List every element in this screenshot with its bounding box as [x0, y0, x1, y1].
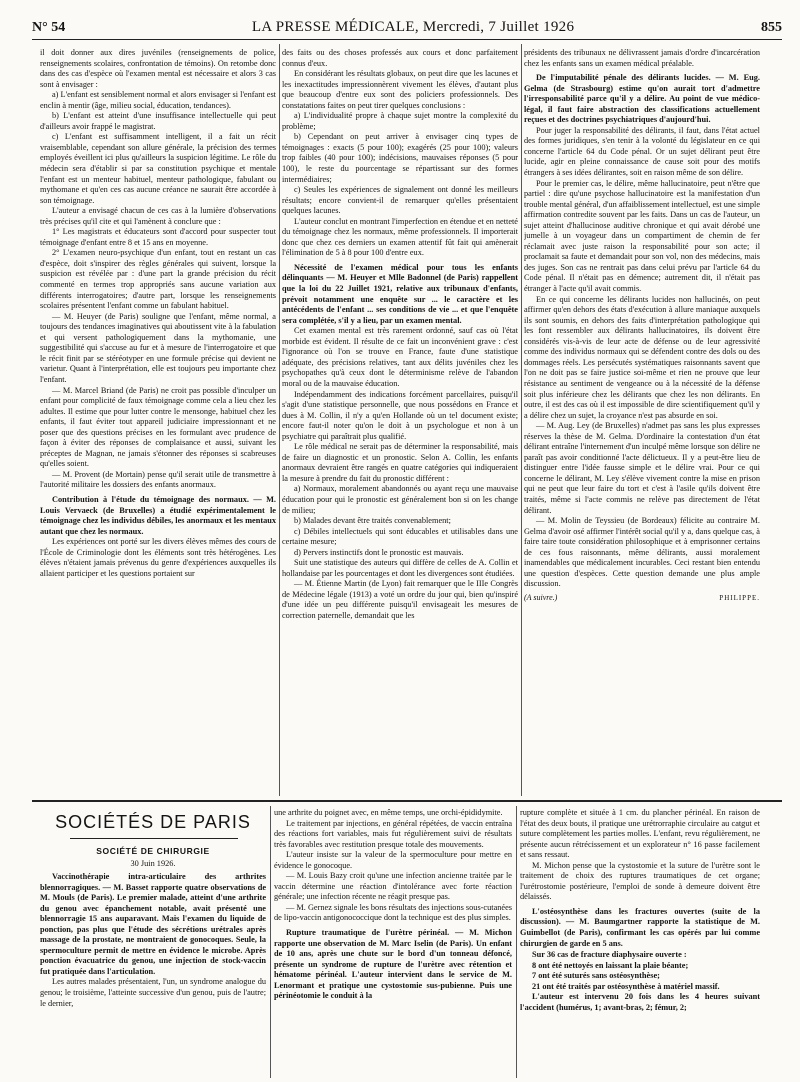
paragraph: il doit donner aux dires juvéniles (renseignements de police, renseignements scolaires, confrontation de témoins). On retombe donc dans des cas d'espèce où l'examen mental est nécessaire et alors 3 cas sont à envisager :: [40, 48, 276, 89]
paragraph: Le rôle médical ne serait pas de déterminer la responsabilité, mais de faire un diagnostic et un pronostic. Selon A. Collin, les enfants anormaux devraient être rangés en quatre catégories qui indiqueraient la mesure à prendre du fait du pronostic différent :: [282, 442, 518, 483]
section-heading: Nécessité de l'examen médical pour tous les enfants délinquants — M. Heuyer et Mlle Badonnel (de Paris) rappellent que la loi du 22 Juillet 1921, relative aux tribunaux d'enfants, prévoit notamment une enquête sur ... le caractère et les antécédents de l'enfant ... ses conditions de vie ... et que l'enquête sera complétée, s'il y a lieu, par un examen mental.: [282, 262, 518, 325]
paragraph: a) Normaux, moralement abandonnés ou ayant reçu une mauvaise éducation pour qui le pronostic est généralement bon si on les change de milieu;: [282, 484, 518, 515]
section-heading: Rupture traumatique de l'urètre périnéal. — M. Michon rapporte une observation de M. Marc Iselin (de Paris). Un enfant de 10 ans, après une chute sur le bord d'un tonneau défoncé, présente un syndrome de rupture de l'urètre avec rétention et hématome périnéal. L'auteur intervient dans le service de M. Lenormant et pratique une cystostomie sus-pubienne. Puis une périnéotomie le conduit à la: [274, 928, 512, 1001]
paragraph: b) Cependant on peut arriver à envisager cinq types de témoignages : exacts (5 pour 100); exagérés (25 pour 100); valeurs trop faibles (40 pour 100); indécisions, mauvaises réponses (5 pour 100), le reste du pourcentage se répartissant sur des formes intermédiaires;: [282, 132, 518, 184]
column-3: [524, 48, 760, 793]
paragraph: c) Débiles intellectuels qui sont éducables et utilisables dans une certaine mesure;: [282, 526, 518, 547]
bottom-column-3: [520, 808, 760, 1078]
column-divider: [516, 806, 517, 1078]
bottom-column-2: [274, 808, 512, 1078]
paragraph: — M. Étienne Martin (de Lyon) fait remarquer que le IIIe Congrès de Médecine légale (1913) a voté un ordre du jour qui, bien qu'inspiré d'une idée un peu différente puisqu'il envisageait les mesures de correction paternelle, demandait que les: [282, 579, 518, 620]
paragraph: — M. Gernez signale les bons résultats des injections sous-cutanées de lipo-vaccin antigonococcique dont la technique est des plus simples.: [274, 902, 512, 923]
paragraph: rupture complète et située à 1 cm. du plancher périnéal. En raison de l'état des deux bouts, il pratique une urétrorraphie circulaire au catgut et suture complètement les parties molles. L'enfant, revu régulièrement, ne présente aucun rétrécissement et un explorateur n° 16 passe facilement et sans ressaut.: [520, 808, 760, 860]
paragraph: Suit une statistique des auteurs qui diffère de celles de A. Collin et hollandaise par les pourcentages et dont les divergences sont étudiées.: [282, 558, 518, 578]
column-2: [282, 48, 518, 793]
to-follow-note: (A suivre.): [524, 592, 558, 602]
stat-line: 8 ont été nettoyés en laissant la plaie béante;: [532, 960, 689, 970]
paragraph: a) L'enfant est sensiblement normal et alors envisager si l'enfant est enclin à mentir (âge, milieu social, éducation, tendances).: [40, 90, 276, 110]
bottom-column-1: [40, 872, 266, 1077]
paragraph: d) Pervers instinctifs dont le pronostic est mauvais.: [294, 547, 464, 557]
society-name: SOCIÉTÉ DE CHIRURGIE: [96, 846, 210, 856]
paragraph: b) L'enfant est atteint d'une insuffisance intellectuelle qui peut d'ailleurs avoir frappé le magistrat.: [40, 111, 276, 131]
paragraph: — M. Aug. Ley (de Bruxelles) n'admet pas sans les plus expresses réserves la thèse de M. Gelma. D'ordinaire la contestation d'un état délirant entraîne l'internement d'un inculpé même lorsque son délire ne paraît pas avoir conditionné l'acte délictueux. Il y a peut-être lieu de distinguer entre l'idée fausse simple et le délire vrai. Pour ce qui concerne le délirant, M. Ley s'élève vivement contre la mise en prison qui ne peut que leur faire du tort et c'est à l'asile qu'ils doivent être traités, même si l'acte commis ne relève pas directement de l'état délirant.: [524, 421, 760, 515]
page-number: 855: [760, 20, 782, 35]
author-signature: PHILIPPE.: [719, 593, 760, 602]
stat-line: 7 ont été suturés sans ostéosynthèse;: [532, 971, 660, 981]
paragraph: M. Michon pense que la cystostomie et la suture de l'urètre sont le traitement de choix des ruptures traumatiques de cet organe; l'urétrostomie postérieure, l'emploi de sonde à demeure doivent être délaissés.: [520, 860, 760, 902]
paragraph: — M. Louis Bazy croit qu'une une infection ancienne traitée par le vaccin détermine une réaction d'intolérance avec forte réaction générale; une infection récente ne réagit presque pas.: [274, 871, 512, 902]
meeting-date: 30 Juin 1926.: [130, 859, 176, 868]
paragraph: Les expériences ont porté sur les divers élèves mêmes des cours de l'École de Criminologie dont les éléments sont très hétérogènes. Les élèves n'étaient jamais prévenus du genre d'expériences auxquelles ils allaient participer et les questions portaient sur: [40, 537, 276, 578]
paragraph: Indépendamment des indications forcément parcellaires, puisqu'il s'agit d'une statistique personnelle, que nous possédons en France et dues à M. Collin, il n'y a qu'en Hollande où un tel document existe; encore faut-il noter qu'on le doit à un psychologue et non à un psychiatre qui paraîtrait plus qualifié.: [282, 389, 518, 441]
paragraph: 1° Les magistrats et éducateurs sont d'accord pour suspecter tout témoignage d'enfant entre 8 et 15 ans en moyenne.: [40, 227, 276, 247]
section-rule: [32, 800, 782, 802]
section-heading: Contribution à l'étude du témoignage des normaux. — M. Louis Vervaeck (de Bruxelles) a étudié expérimentalement le témoignage chez les individus débiles, les anormaux et les mentaux autant que chez les normaux.: [40, 494, 276, 536]
paragraph: — M. Heuyer (de Paris) souligne que l'enfant, même normal, a toujours des tendances imaginatives qui aboutissent vite à la fabulation et qui versent pathologiquement dans la mythomanie, une suggestibilité qui s'accuse au fur et à mesure de l'interrogatoire et que le récit finit par se stéréotyper en une formule précise qui devient ne varietur. Quant à l'interprétation, elle est toujours peu importante chez l'enfant.: [40, 311, 276, 384]
article-end: [524, 593, 760, 604]
stat-line: 21 ont été traités par ostéosynthèse à matériel massif.: [532, 981, 720, 991]
paragraph: — M. Molin de Teyssieu (de Bordeaux) félicite au contraire M. Gelma d'avoir osé affirmer l'intérêt social qu'il y a, dans quelque cas, à faire taire toute considération philosophique et à emprisonner certains de ces fous raisonnants, même délirants, aussi moralement inamendables que médicalement incurables. Ceci restant bien entendu une question d'espèces. Cette question demande une plus ample discussion.: [524, 516, 760, 589]
paragraph: L'auteur conclut en montrant l'imperfection en étendue et en netteté du témoignage chez les normaux, même professionnels. Il importerait donc que chez ces derniers un examen attentif fût fait qui amènerait l'élimination de 5 à 8 pour 100 d'entre eux.: [282, 216, 518, 258]
title-underline: [70, 838, 238, 839]
paragraph: L'auteur insiste sur la valeur de la spermoculture pour mettre en évidence le gonocoque.: [274, 850, 512, 870]
paragraph: En ce qui concerne les délirants lucides non hallucinés, on peut affirmer qu'en dehors des états d'exécution à allure maniaque auxquels ils sont soumis, en dehors des faits d'interprétation pathologique qui les font ressembler aux délirants hallucinatoires, ils doivent être considérés vis-à-vis de leur acte de défense ou de leur agressivité comme des individus normaux qui se défendent contre des dols ou des dommages réels. Les persécutés systématiques raisonnants savent que l'on ne doit pas se faire justice soi-même et rien ne prouve que leur résistance au sentiment de vengeance ou à la nécessité de la défense soit plus inférieure chez les délirants que chez les non délirants. En outre, il est des cas où il est impossible de dire scientifiquement qu'il y a délire chez un sujet, la croyance n'est pas absurde en soi.: [524, 294, 760, 420]
paragraph: — M. Provent (de Mortain) pense qu'il serait utile de transmettre à l'autorité militaire les dossiers des enfants anormaux.: [40, 469, 276, 490]
paragraph: Pour le premier cas, le délire, même hallucinatoire, peut n'être que partiel : dire qu'une psychose hallucinatoire est la manifestation d'un trouble mental général, d'un affaiblissement intellectuel, est une simple affirmation contredite souvent par les faits. Dans un cas de l'auteur, un sujet atteint d'hallucinose auditive chronique et qui avait dérobé une jumelle à un voyageur dans un compartiment de chemin de fer réclamait avec juste raison la responsabilité pour son acte; il proclamait sa faute et demandait pour son vol, non des médecins, mais des juges. Son cas ne rentrait pas dans celui prévu par l'article 64 du Code pénal. Il n'était pas en démence; autrement dit, il n'était pas étranger à l'acte qu'il avait commis.: [524, 178, 760, 294]
column-1: [40, 48, 276, 793]
section-heading: Vaccinothérapie intra-articulaire des arthrites blennorragiques. — M. Basset rapporte quatre observations de M. Mouls (de Paris). Le premier malade, atteint d'une arthrite du genou avec épanchement notable, avait présenté une blennorragie 15 ans auparavant. Mais l'examen du liquide de ponction, pas plus que l'étude des sécrétions urétrales après massage de la prostate, ne montraient de gonocoques. Seule, la spermoculture permit de mettre en évidence le microbe. Après ponction évacuatrice du genou, une injection de stock-vaccin fut pratiquée dans l'articulation.: [40, 872, 266, 976]
paragraph: Cet examen mental est très rarement ordonné, sauf cas où l'état morbide est évident. Il résulte de ce fait un inconvénient grave : c'est l'ignorance où l'on se trouve en France, faute d'une statistique adéquate, des précisions relatives, tant aux délits juvéniles chez les psychopathes qu'à ceux dont le déterminisme relève de l'abandon moral ou de la mauvaise éducation.: [282, 326, 518, 388]
paragraph: L'auteur a envisagé chacun de ces cas à la lumière d'observations très précises qu'il cite et qui l'amènent à conclure que :: [40, 206, 276, 226]
paragraph: c) Seules les expériences de signalement ont donné les meilleurs résultats; encore convient-il de remarquer qu'elles présentaient quelques lacunes.: [282, 185, 518, 216]
paragraph: a) L'individualité propre à chaque sujet montre la complexité du problème;: [282, 111, 518, 131]
paragraph: 2° L'examen neuro-psychique d'un enfant, tout en restant un cas d'espèce, doit s'inspirer des règles générales qui suivent, lorsque la suspicion est révélée par : d'une part la grande précision du récit commenté en termes trop appropriés sans aucune variation aux différents interrogatoires; d'autre part, lorsque les renseignements scolaires présentent l'enfant comme un fabulant habituel.: [40, 248, 276, 311]
paragraph: L'auteur est intervenu 20 fois dans les 4 heures suivant l'accident (humérus, 1; avant-bras, 2; fémur, 2;: [520, 992, 760, 1012]
societes-title: SOCIÉTÉS DE PARIS: [55, 812, 251, 832]
paragraph: c) L'enfant est suffisamment intelligent, il a fait un récit vraisemblable, cependant son allure générale, la précision des termes employés éveillent ici plus qu'ailleurs la suspicion légitime. Le rôle du médecin sera d'établir si par sa constitution psychique et mentale l'enfant est un menteur habituel, menteur pathologique, fabulant ou mythomane et qu'en ces cas aucune créance ne saurait être accordée à son témoignage.: [40, 132, 276, 205]
column-divider: [279, 44, 280, 796]
paragraph: b) Malades devant être traités convenablement;: [294, 516, 451, 526]
page-header: [32, 14, 782, 40]
paragraph: des faits ou des choses professés aux cours et donc parfaitement connus d'eux.: [282, 48, 518, 68]
paragraph: — M. Marcel Briand (de Paris) ne croit pas possible d'inculper un enfant pour complicité de faux témoignage comme cela a lieu chez les adultes. Il estime que pour lutter contre le mensonge, habituel chez les enfants, il faut éviter tout appareil judiciaire impressionnant et ne poser que des questions précises en les formulant avec prudence de façon à éviter des réponses de complaisance et aussi, suivant les préceptes de Magnan, ne jamais s'étonner des réponses si scabreuses qu'elles soient.: [40, 385, 276, 469]
column-divider: [521, 44, 522, 796]
paragraph: Pour juger la responsabilité des délirants, il faut, dans l'état actuel des formes juridiques, s'en tenir à la volonté du législateur en ce qui concerne l'article 64 du Code pénal. Or un sujet délirant peut être lucide, agir en pleine connaissance de cause soit pour des motifs étrangers à ses idées délirantes, soit en raison même de son délire.: [524, 125, 760, 178]
issue-number: N° 54: [32, 20, 66, 35]
column-divider: [270, 806, 271, 1078]
paragraph: En considérant les résultats globaux, on peut dire que les lacunes et les inexactitudes impressionnèrent vivement les élèves, d'autant plus que beaucoup d'entre eux sont des policiers professionnels. Des constatations faites on peut tirer quelques conclusions :: [282, 69, 518, 110]
paragraph: présidents des tribunaux ne délivrassent jamais d'ordre d'incarcération chez les enfants sans un examen médical préalable.: [524, 48, 760, 68]
paragraph: une arthrite du poignet avec, en même temps, une orchi-épididymite.: [274, 808, 503, 817]
section-heading: L'ostéosynthèse dans les fractures ouvertes (suite de la discussion). — M. Baumgartner rapporte la statistique de M. Guimbellot (de Paris), confirmant les cas opérés par lui comme chirurgien de garde en 5 ans.: [520, 906, 760, 948]
section-heading: De l'imputabilité pénale des délirants lucides. — M. Eug. Gelma (de Strasbourg) estime qu'on aurait tort d'admettre l'irresponsabilité parce qu'il y a délire. Au point de vue médico-légal, il faut faire abstraction des classifications actuellement reçues et des doctrines psychiatriques d'aujourd'hui.: [524, 73, 760, 125]
stat-line: Sur 36 cas de fracture diaphysaire ouverte :: [532, 950, 687, 960]
publication-title: LA PRESSE MÉDICALE, Mercredi, 7 Juillet 1926: [251, 19, 575, 35]
paragraph: Le traitement par injections, en général répétées, de vaccin entraîna des réactions fort variables, mais fut régulièrement suivi de résultats très favorables avec restitution presque totale des mouvements.: [274, 818, 512, 849]
paragraph: Les autres malades présentaient, l'un, un syndrome analogue du genou; le troisième, l'atteinte successive d'un genou, puis de l'autre; le dernier,: [40, 977, 266, 1008]
